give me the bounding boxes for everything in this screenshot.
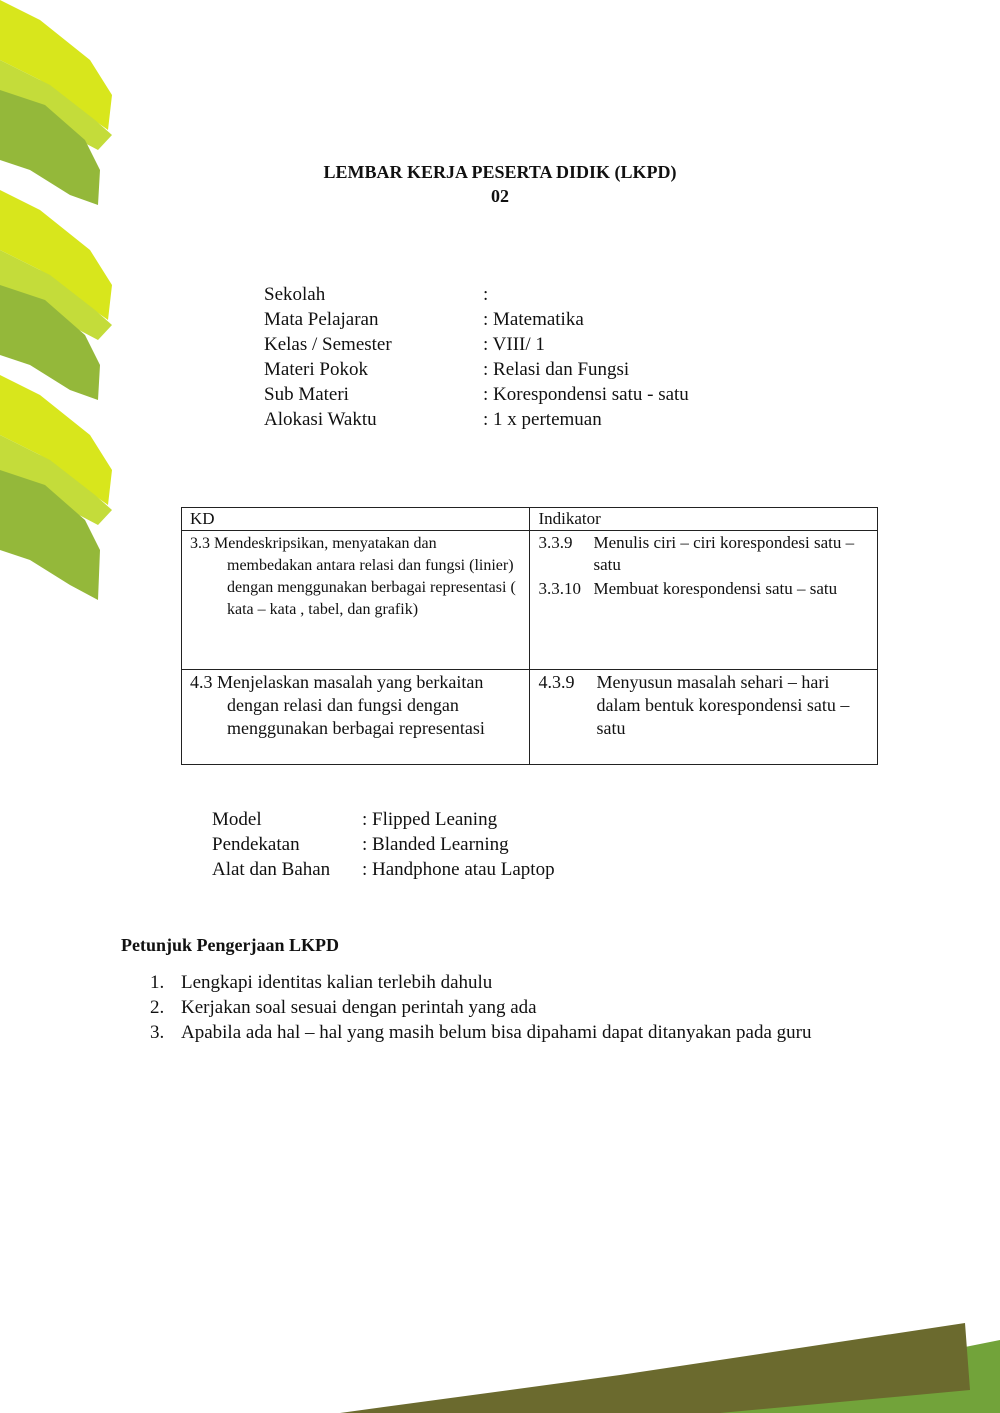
indicator-text: Menulis ciri – ciri korespondesi satu – satu [593, 533, 855, 574]
instructions-list [150, 970, 812, 1045]
indicator-text: Menyusun masalah sehari – hari dalam bentuk korespondensi satu – satu [596, 672, 850, 738]
item-number: 3. [150, 1022, 165, 1043]
item-text: Lengkapi identitas kalian terlebih dahulu [181, 972, 493, 993]
indicator-item [538, 578, 869, 600]
kd-text: 3.3 Mendeskripsikan, menyatakan dan membedakan antara relasi dan fungsi (linier) dengan menggunakan berbagai representasi ( kata – kata , tabel, dan grafik) [190, 535, 516, 618]
item-number: 2. [150, 997, 165, 1018]
leaf-decoration [0, 0, 130, 620]
setup-row-model [212, 807, 555, 832]
indicator-item [538, 670, 869, 740]
setup-value: : Blanded Learning [362, 834, 509, 855]
info-value: : Korespondensi satu - satu [483, 384, 689, 405]
info-value: : 1 x pertemuan [483, 409, 602, 430]
info-value: : Matematika [483, 309, 584, 330]
indicator-number: 3.3.10 [538, 579, 581, 598]
leaf-group-bottom [0, 375, 112, 600]
info-label: Sekolah [264, 284, 326, 305]
info-value: : Relasi dan Fungsi [483, 359, 630, 380]
indicator-item [538, 531, 869, 576]
setup-value: : Flipped Leaning [362, 809, 498, 830]
indicator-cell [530, 531, 878, 670]
item-text: Kerjakan soal sesuai dengan perintah yang ada [181, 997, 537, 1018]
kd-text: 4.3 Menjelaskan masalah yang berkaitan dengan relasi dan fungsi dengan menggunakan berbagai representasi [190, 672, 485, 738]
table-header-row [182, 508, 878, 531]
footer-band-green [430, 1340, 1000, 1413]
info-label: Materi Pokok [264, 359, 368, 380]
instructions-heading: Petunjuk Pengerjaan LKPD [121, 935, 339, 955]
info-row-kelas-semester [264, 332, 689, 357]
indicator-number: 4.3.9 [538, 672, 575, 692]
setup-row-pendekatan [212, 832, 555, 857]
kd-cell [182, 670, 530, 765]
setup-label: Pendekatan [212, 834, 300, 855]
info-label: Sub Materi [264, 384, 349, 405]
indicator-cell [530, 670, 878, 765]
list-item [150, 970, 812, 995]
header-kd: KD [182, 508, 530, 531]
setup-label: Alat dan Bahan [212, 859, 331, 880]
setup-value: : Handphone atau Laptop [362, 859, 555, 880]
indicator-number: 3.3.9 [538, 533, 573, 552]
info-value: : VIII/ 1 [483, 334, 545, 355]
info-row-sekolah [264, 282, 689, 307]
list-item [150, 995, 812, 1020]
list-item [150, 1020, 812, 1045]
learning-setup [212, 807, 555, 882]
table-row [182, 670, 878, 765]
info-label: Alokasi Waktu [264, 409, 377, 430]
info-label: Mata Pelajaran [264, 309, 379, 330]
kd-cell [182, 531, 530, 670]
header-indikator: Indikator [530, 508, 878, 531]
leaf-group-middle [0, 190, 112, 400]
table-row [182, 531, 878, 670]
footer-band-olive [340, 1323, 970, 1413]
info-value: : [483, 284, 489, 305]
identity-info [264, 282, 689, 432]
setup-row-alat-bahan [212, 857, 555, 882]
document-title [0, 160, 1000, 208]
item-number: 1. [150, 972, 165, 993]
title-line-1: LEMBAR KERJA PESERTA DIDIK (LKPD) [323, 162, 677, 182]
info-row-materi-pokok [264, 357, 689, 382]
indicator-text: Membuat korespondensi satu – satu [593, 579, 838, 598]
setup-label: Model [212, 809, 262, 830]
info-row-alokasi-waktu [264, 407, 689, 432]
info-label: Kelas / Semester [264, 334, 392, 355]
title-line-2: 02 [491, 186, 509, 206]
item-text: Apabila ada hal – hal yang masih belum bisa dipahami dapat ditanyakan pada guru [181, 1022, 812, 1043]
info-row-sub-materi [264, 382, 689, 407]
info-row-mata-pelajaran [264, 307, 689, 332]
kd-indikator-table [181, 507, 878, 765]
